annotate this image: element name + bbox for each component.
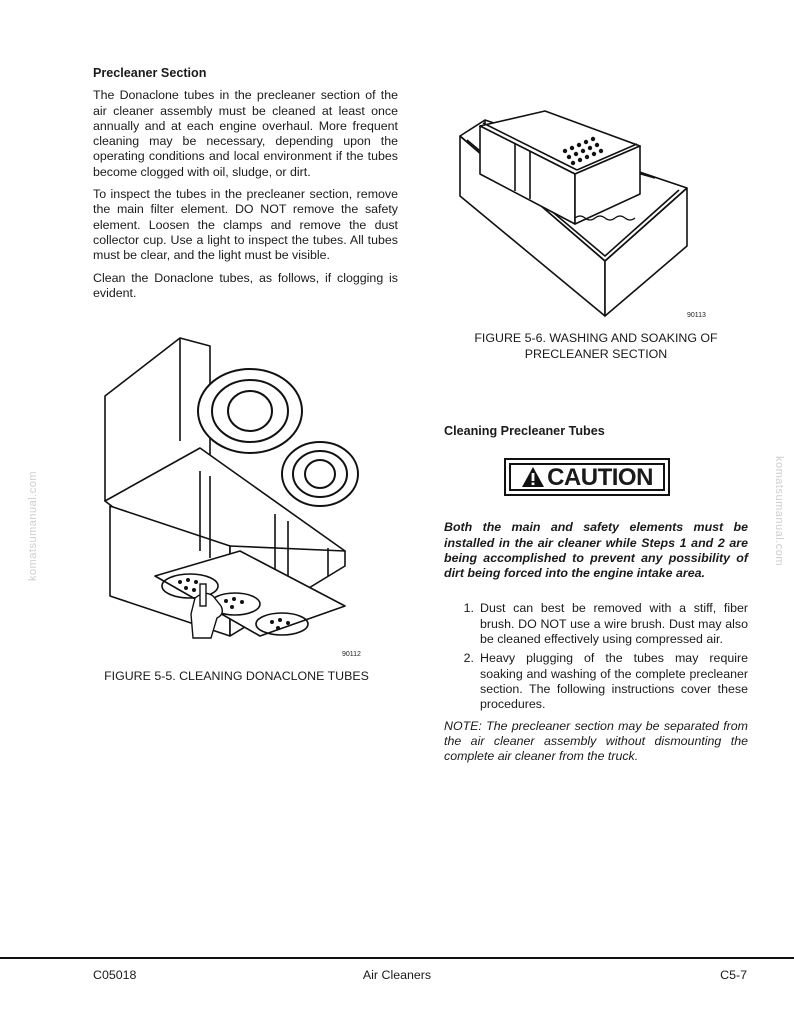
step-text: Dust can best be removed with a stiff, fiber brush. DO NOT use a wire brush. Dust may also be cleaned effectively using compressed air. — [480, 601, 748, 647]
right-column — [444, 424, 748, 764]
caution-label — [504, 458, 670, 496]
paragraph-intro: The Donaclone tubes in the precleaner section of the air cleaner assembly must be cleaned at least once annually and at each engine overhaul. More frequent cleaning may be necessary, depending upon the operating conditions and local environment if the tubes become clogged with oil, sludge, or dirt. — [93, 88, 398, 179]
warning-triangle-icon — [521, 466, 545, 488]
figure-5-6-caption — [444, 330, 748, 362]
figure-5-6-caption-line2: PRECLEANER SECTION — [524, 347, 668, 361]
step-number: 1. — [463, 601, 474, 616]
list-item — [444, 601, 748, 647]
figure-5-5-illustration — [100, 336, 365, 654]
footer-doc-number: C05018 — [93, 968, 137, 982]
steps-list — [444, 601, 748, 712]
list-item — [444, 651, 748, 712]
figure-5-5-caption: FIGURE 5-5. CLEANING DONACLONE TUBES — [104, 669, 369, 683]
caution-warning-text: Both the main and safety elements must be installed in the air cleaner while Steps 1 and 2 are being accomplished to prevent any possibility of dirt being forced into the engine intake area. — [444, 520, 748, 581]
caution-label-inner — [509, 463, 665, 491]
figure-5-6-caption-line1: FIGURE 5-6. WASHING AND SOAKING OF — [474, 331, 718, 345]
footer-divider — [0, 957, 794, 959]
note-text: NOTE: The precleaner section may be separated from the air cleaner assembly without dismounting the complete air cleaner from the truck. — [444, 718, 748, 764]
section-heading-cleaning-tubes: Cleaning Precleaner Tubes — [444, 424, 605, 438]
step-number: 2. — [463, 651, 474, 666]
section-heading-precleaner: Precleaner Section — [93, 66, 207, 80]
left-column — [93, 66, 398, 308]
footer-page-number: C5-7 — [720, 968, 747, 982]
figure-5-5-number: 90112 — [342, 651, 361, 658]
watermark-right: komatsumanual.com — [773, 456, 785, 566]
paragraph-inspect: To inspect the tubes in the precleaner section, remove the main filter element. DO NOT remove the safety element. Loosen the clamps and remove the dust collector cup. Use a light to inspect the tubes. All tubes must be clear, and the light must be visible. — [93, 187, 398, 263]
figure-5-6-number: 90113 — [687, 312, 706, 319]
paragraph-clean: Clean the Donaclone tubes, as follows, if clogging is evident. — [93, 270, 398, 300]
footer-section-title: Air Cleaners — [362, 968, 432, 982]
figure-5-6-illustration — [455, 106, 695, 318]
step-text: Heavy plugging of the tubes may require soaking and washing of the complete precleaner section. The following instructions cover these procedures. — [480, 651, 748, 712]
watermark-left: komatsumanual.com — [27, 471, 39, 581]
caution-word: CAUTION — [547, 463, 653, 491]
